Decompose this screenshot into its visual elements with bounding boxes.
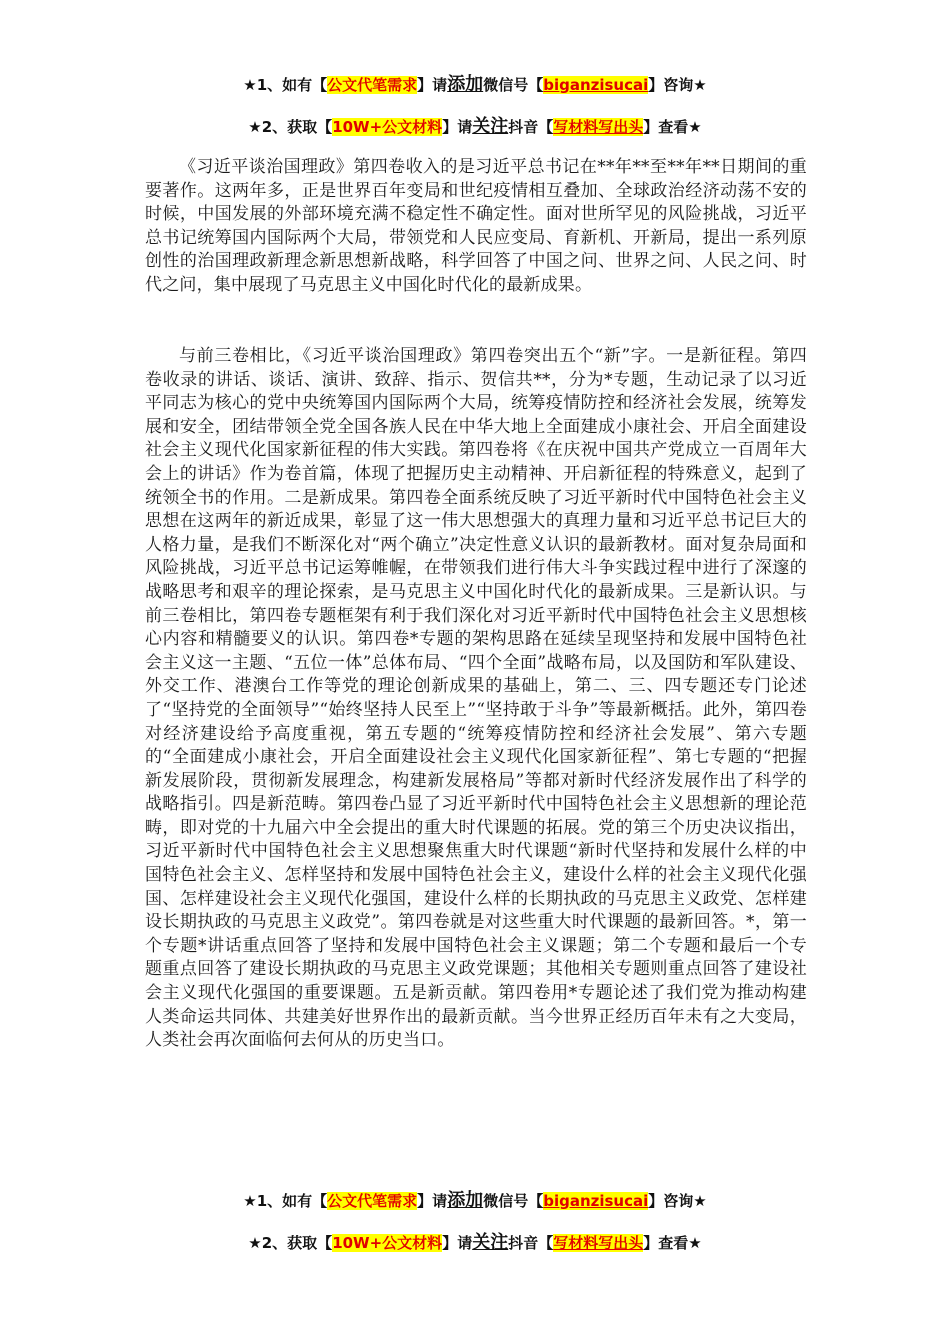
promo-emphasis: 添加 <box>447 1190 484 1211</box>
promo-text: 】请 <box>417 1192 448 1210</box>
promo-text: 微信号【 <box>483 1192 544 1210</box>
promo-line-2-top <box>0 112 950 138</box>
promo-line-1-bottom <box>0 1186 950 1212</box>
promo-prefix: ★1、如有【 <box>243 76 328 94</box>
promo-prefix: ★2、获取【 <box>248 118 333 136</box>
promo-highlight-materials: 10W+公文材料 <box>332 118 443 136</box>
promo-douyin-id: 写材料写出头 <box>553 1234 644 1252</box>
promo-suffix: 】咨询★ <box>648 1192 707 1210</box>
promo-emphasis: 添加 <box>447 74 484 95</box>
promo-text: 抖音【 <box>508 1234 554 1252</box>
promo-douyin-id: 写材料写出头 <box>553 118 644 136</box>
promo-suffix: 】查看★ <box>643 1234 702 1252</box>
promo-suffix: 】查看★ <box>643 118 702 136</box>
promo-wechat-id: biganzisucai <box>543 76 649 94</box>
promo-prefix: ★1、如有【 <box>243 1192 328 1210</box>
promo-text: 】请 <box>442 1234 473 1252</box>
promo-highlight-service: 公文代笔需求 <box>327 76 418 94</box>
promo-text: 抖音【 <box>508 118 554 136</box>
promo-line-2-bottom <box>0 1228 950 1254</box>
promo-line-1-top <box>0 70 950 96</box>
body-paragraph-1: 《习近平谈治国理政》第四卷收入的是习近平总书记在**年**至**年**日期间的重要著作。这两年多，正是世界百年变局和世纪疫情相互叠加、全球政治经济动荡不安的时候，中国发展的外部环境充满不稳定性不确定性。面对世所罕见的风险挑战，习近平总书记统筹国内国际两个大局，带领党和人民应变局、育新机、开新局，提出一系列原创性的治国理政新理念新思想新战略，科学回答了中国之问、世界之问、人民之问、时代之问，集中展现了马克思主义中国化时代化的最新成果。 <box>145 157 807 295</box>
body-paragraph-2: 与前三卷相比，《习近平谈治国理政》第四卷突出五个“新”字。一是新征程。第四卷收录的讲话、谈话、演讲、致辞、指示、贺信共**，分为*专题，生动记录了以习近平同志为核心的党中央统筹国内国际两个大局，统筹疫情防控和经济社会发展，统筹发展和安全，团结带领全党全国各族人民在中华大地上全面建成小康社会、开启全面建设社会主义现代化国家新征程的伟大实践。第四卷将《在庆祝中国共产党成立一百周年大会上的讲话》作为卷首篇，体现了把握历史主动精神、开启新征程的特殊意义，起到了统领全书的作用。二是新成果。第四卷全面系统反映了习近平新时代中国特色社会主义思想在这两年的新近成果，彰显了这一伟大思想强大的真理力量和习近平总书记巨大的人格力量，是我们不断深化对“两个确立”决定性意义认识的最新教材。面对复杂局面和风险挑战，习近平总书记运筹帷幄，在带领我们进行伟大斗争实践过程中进行了深邃的战略思考和艰辛的理论探索，是马克思主义中国化时代化的最新成果。三是新认识。与前三卷相比，第四卷专题框架有利于我们深化对习近平新时代中国特色社会主义思想核心内容和精髓要义的认识。第四卷*专题的架构思路在延续呈现坚持和发展中国特色社会主义这一主题、“五位一体”总体布局、“四个全面”战略布局，以及国防和军队建设、外交工作、港澳台工作等党的理论创新成果的基础上，第二、三、四专题还专门论述了“坚持党的全面领导”“始终坚持人民至上”“坚持敢于斗争”等最新概括。此外，第四卷对经济建设给予高度重视，第五专题的“统筹疫情防控和经济社会发展”、第六专题的“全面建成小康社会，开启全面建设社会主义现代化国家新征程”、第七专题的“把握新发展阶段，贯彻新发展理念，构建新发展格局”等都对新时代经济发展作出了科学的战略指引。四是新范畴。第四卷凸显了习近平新时代中国特色社会主义思想新的理论范畴，即对党的十九届六中全会提出的重大时代课题的拓展。党的第三个历史决议指出，习近平新时代中国特色社会主义思想聚焦重大时代课题“新时代坚持和发展什么样的中国特色社会主义、怎样坚持和发展中国特色社会主义，建设什么样的社会主义现代化强国、怎样建设社会主义现代化强国，建设什么样的长期执政的马克思主义政党、怎样建设长期执政的马克思主义政党”。第四卷就是对这些重大时代课题的最新回答。*，第一个专题*讲话重点回答了坚持和发展中国特色社会主义课题；第二个专题和最后一个专题重点回答了建设长期执政的马克思主义政党课题；其他相关专题则重点回答了建设社会主义现代化强国的重要课题。五是新贡献。第四卷用*专题论述了我们党为推动构建人类命运共同体、共建美好世界作出的最新贡献。当今世界正经历百年未有之大变局，人类社会再次面临何去何从的历史当口。 <box>145 346 807 1051</box>
promo-prefix: ★2、获取【 <box>248 1234 333 1252</box>
promo-emphasis: 关注 <box>472 1232 509 1253</box>
promo-highlight-materials: 10W+公文材料 <box>332 1234 443 1252</box>
promo-highlight-service: 公文代笔需求 <box>327 1192 418 1210</box>
promo-text: 】请 <box>417 76 448 94</box>
promo-wechat-id: biganzisucai <box>543 1192 649 1210</box>
promo-text: 微信号【 <box>483 76 544 94</box>
promo-emphasis: 关注 <box>472 116 509 137</box>
promo-suffix: 】咨询★ <box>648 76 707 94</box>
promo-text: 】请 <box>442 118 473 136</box>
